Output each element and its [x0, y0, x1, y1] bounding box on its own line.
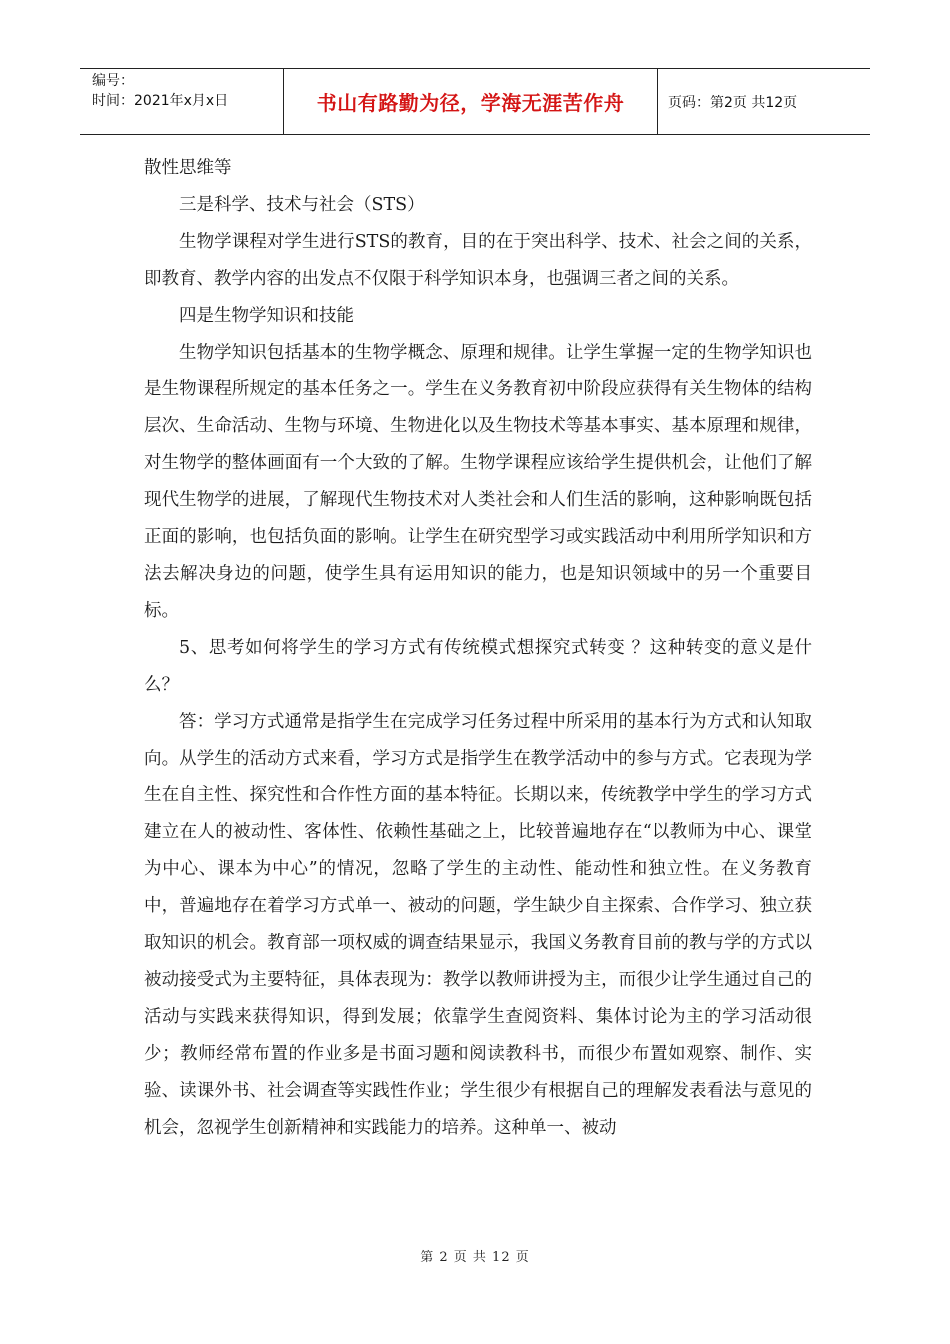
paragraph: 四是生物学知识和技能 — [179, 305, 354, 326]
header-meta — [80, 69, 284, 134]
header-page-info: 页码：第2页 共12页 — [668, 94, 798, 111]
header-motto: 书山有路勤为径，学海无涯苦作舟 — [284, 69, 658, 134]
paragraph: 三是科学、技术与社会（STS） — [179, 194, 425, 215]
paragraph: 散性思维等 — [144, 158, 232, 178]
document-number-label: 编号： — [92, 73, 134, 89]
page-footer: 第 2 页 共 12 页 — [420, 1250, 530, 1265]
document-date: 时间：2021年x月x日 — [92, 93, 229, 109]
paragraph: 生物学知识包括基本的生物学概念、原理和规律。让学生掌握一定的生物学知识也是生物课程所规定的基本任务之一。学生在义务教育初中阶段应获得有关生物体的结构层次、生命活动、生物与环境、生物进化以及生物技术等基本事实、基本原理和规律，对生物学的整体画面有一个大致的了解。生物学课程应该给学生提供机会，让他们了解现代生物学的进展，了解现代生物技术对人类社会和人们生活的影响，这种影响既包括正面的影响，也包括负面的影响。让学生在研究型学习或实践活动中利用所学知识和方法去解决身边的问题，使学生具有运用知识的能力，也是知识领域中的另一个重要目标。 — [144, 342, 812, 621]
page-header — [80, 68, 870, 135]
paragraph: 生物学课程对学生进行STS的教育，目的在于突出科学、技术、社会之间的关系，即教育、教学内容的出发点不仅限于科学知识本身，也强调三者之间的关系。 — [144, 231, 812, 289]
body-text — [144, 150, 812, 1146]
paragraph: 5、思考如何将学生的学习方式有传统模式想探究式转变 ？这种转变的意义是什么？ — [144, 637, 812, 695]
paragraph: 答：学习方式通常是指学生在完成学习任务过程中所采用的基本行为方式和认知取向。从学生的活动方式来看，学习方式是指学生在教学活动中的参与方式。它表现为学生在自主性、探究性和合作性方面的基本特征。长期以来，传统教学中学生的学习方式建立在人的被动性、客体性、依赖性基础之上，比较普遍地存在“以教师为中心、课堂为中心、课本为中心”的情况，忽略了学生的主动性、能动性和独立性。在义务教育中，普遍地存在着学习方式单一、被动的问题，学生缺少自主探索、合作学习、独立获取知识的机会。教育部一项权威的调查结果显示，我国义务教育目前的教与学的方式以被动接受式为主要特征，具体表现为：教学以教师讲授为主，而很少让学生通过自己的活动与实践来获得知识，得到发展；依靠学生查阅资料、集体讨论为主的学习活动很少；教师经常布置的作业多是书面习题和阅读教科书，而很少布置如观察、制作、实验、读课外书、社会调查等实践性作业；学生很少有根据自己的理解发表看法与意见的机会，忽视学生创新精神和实践能力的培养。这种单一、被动 — [144, 711, 812, 1138]
